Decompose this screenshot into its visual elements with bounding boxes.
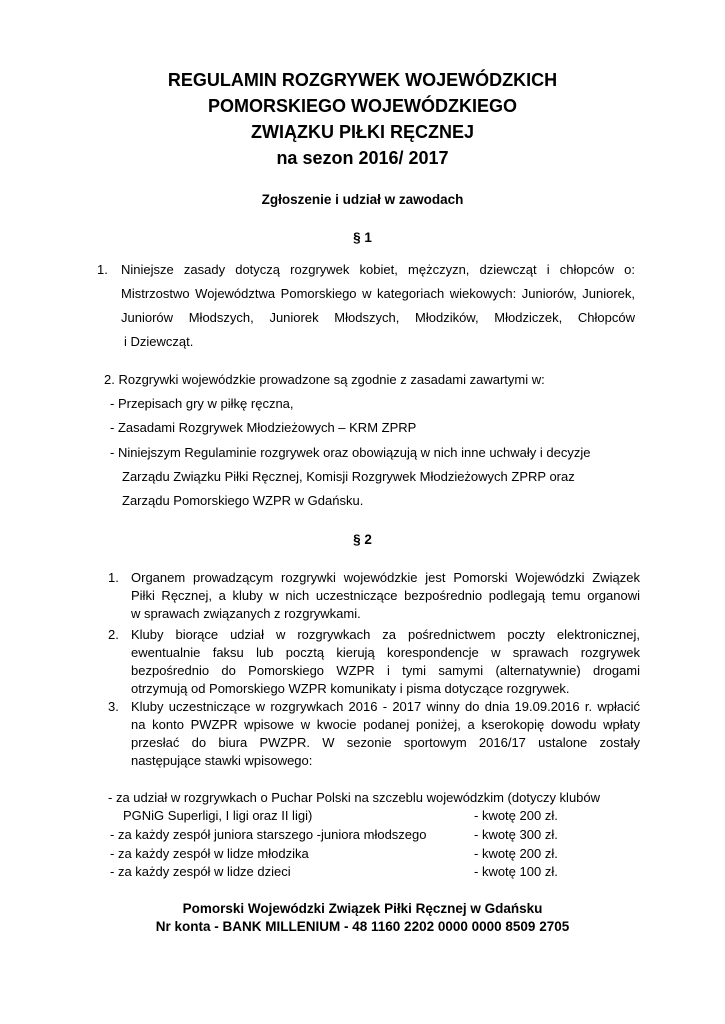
fee-2-label: - za każdy zespół juniora starszego -juniora młodszego [110, 827, 427, 842]
s2-item-2-line-4: otrzymują od Pomorskiego WZPR komunikaty i pisma dotyczące rozgrywek. [131, 681, 570, 696]
s2-item-1-line-1: Organem prowadzącym rozgrywki wojewódzkie jest Pomorski Wojewódzki Związek [131, 570, 640, 585]
fee-3-label: - za każdy zespół w lidze młodzika [110, 846, 309, 861]
fee-3-amount: - kwotę 200 zł. [474, 846, 558, 861]
s2-item-3-line-4: następujące stawki wpisowego: [131, 753, 313, 768]
dash-item-1: - Przepisach gry w piłkę ręczna, [110, 396, 294, 411]
fee-4-amount: - kwotę 100 zł. [474, 864, 558, 879]
section-heading: Zgłoszenie i udział w zawodach [261, 192, 464, 207]
paragraph-mark-1: § 1 [353, 230, 372, 245]
p1-line-1: Niniejsze zasady dotyczą rozgrywek kobiet, mężczyzn, dziewcząt i chłopców o: [121, 262, 635, 277]
p1-line-4: i Dziewcząt. [124, 334, 194, 349]
dash-item-3-line-3: Zarządu Pomorskiego WZPR w Gdańsku. [122, 493, 364, 508]
s2-item-3-line-2: na konto PWZPR wpisowe w kwocie podanej poniżej, a kserokopię dowodu wpłaty [131, 717, 640, 732]
s2-item-1-line-2: Piłki Ręcznej, a kluby w nich uczestniczące bezpośrednio podlegają temu organowi [131, 588, 640, 603]
s2-item-2-line-3: bezpośrednio do Pomorskiego WZPR i tymi samymi (alternatywnie) drogami [131, 663, 640, 678]
s2-item-1-number: 1. [108, 570, 119, 585]
s2-item-3-line-1: Kluby uczestniczące w rozgrywkach 2016 - 2017 winny do dnia 19.09.2016 r. wpłacić [131, 699, 640, 714]
p1-item-number: 1. [97, 262, 108, 277]
fee-1-line-1: - za udział w rozgrywkach o Puchar Polski na szczeblu wojewódzkim (dotyczy klubów [108, 790, 601, 805]
fee-1-line-2: PGNiG Superligi, I ligi oraz II ligi) [123, 808, 313, 823]
title-line-3: ZWIĄZKU PIŁKI RĘCZNEJ [251, 122, 474, 142]
s2-item-3-number: 3. [108, 699, 119, 714]
fee-4-label: - za każdy zespół w lidze dzieci [110, 864, 291, 879]
dash-item-3-line-2: Zarządu Związku Piłki Ręcznej, Komisji Rozgrywek Młodzieżowych ZPRP oraz [122, 469, 575, 484]
footer-organization: Pomorski Wojewódzki Związek Piłki Ręcznej w Gdańsku [182, 901, 543, 916]
title-line-1: REGULAMIN ROZGRYWEK WOJEWÓDZKICH [167, 70, 558, 90]
p1-line-3: Juniorów Młodszych, Juniorek Młodszych, Młodzików, Młodziczek, Chłopców [121, 310, 635, 325]
s2-item-2-line-1: Kluby biorące udział w rozgrywkach za pośrednictwem poczty elektronicznej, [131, 627, 640, 642]
p1-line-2: Mistrzostwo Województwa Pomorskiego w kategoriach wiekowych: Juniorów, Juniorek, [121, 286, 635, 301]
s2-item-2-number: 2. [108, 627, 119, 642]
footer-bank-account: Nr konta - BANK MILLENIUM - 48 1160 2202 0000 0000 8509 2705 [155, 919, 570, 934]
fee-2-amount: - kwotę 300 zł. [474, 827, 558, 842]
paragraph-mark-2: § 2 [353, 532, 372, 547]
p2-line: 2. Rozgrywki wojewódzkie prowadzone są zgodnie z zasadami zawartymi w: [104, 372, 545, 387]
s2-item-1-line-3: w sprawach związanych z rozgrywkami. [131, 606, 361, 621]
title-line-4: na sezon 2016/ 2017 [276, 148, 449, 168]
s2-item-2-line-2: ewentualnie faksu lub pocztą kierują korespondencje w sprawach rozgrywek [131, 645, 640, 660]
title-line-2: POMORSKIEGO WOJEWÓDZKIEGO [207, 96, 517, 116]
dash-item-3-line-1: - Niniejszym Regulaminie rozgrywek oraz obowiązują w nich inne uchwały i decyzje [110, 445, 591, 460]
s2-item-3-line-3: przesłać do biura PWZPR. W sezonie sportowym 2016/17 ustalone zostały [131, 735, 640, 750]
fee-1-amount: - kwotę 200 zł. [474, 808, 558, 823]
dash-item-2: - Zasadami Rozgrywek Młodzieżowych – KRM ZPRP [110, 420, 417, 435]
